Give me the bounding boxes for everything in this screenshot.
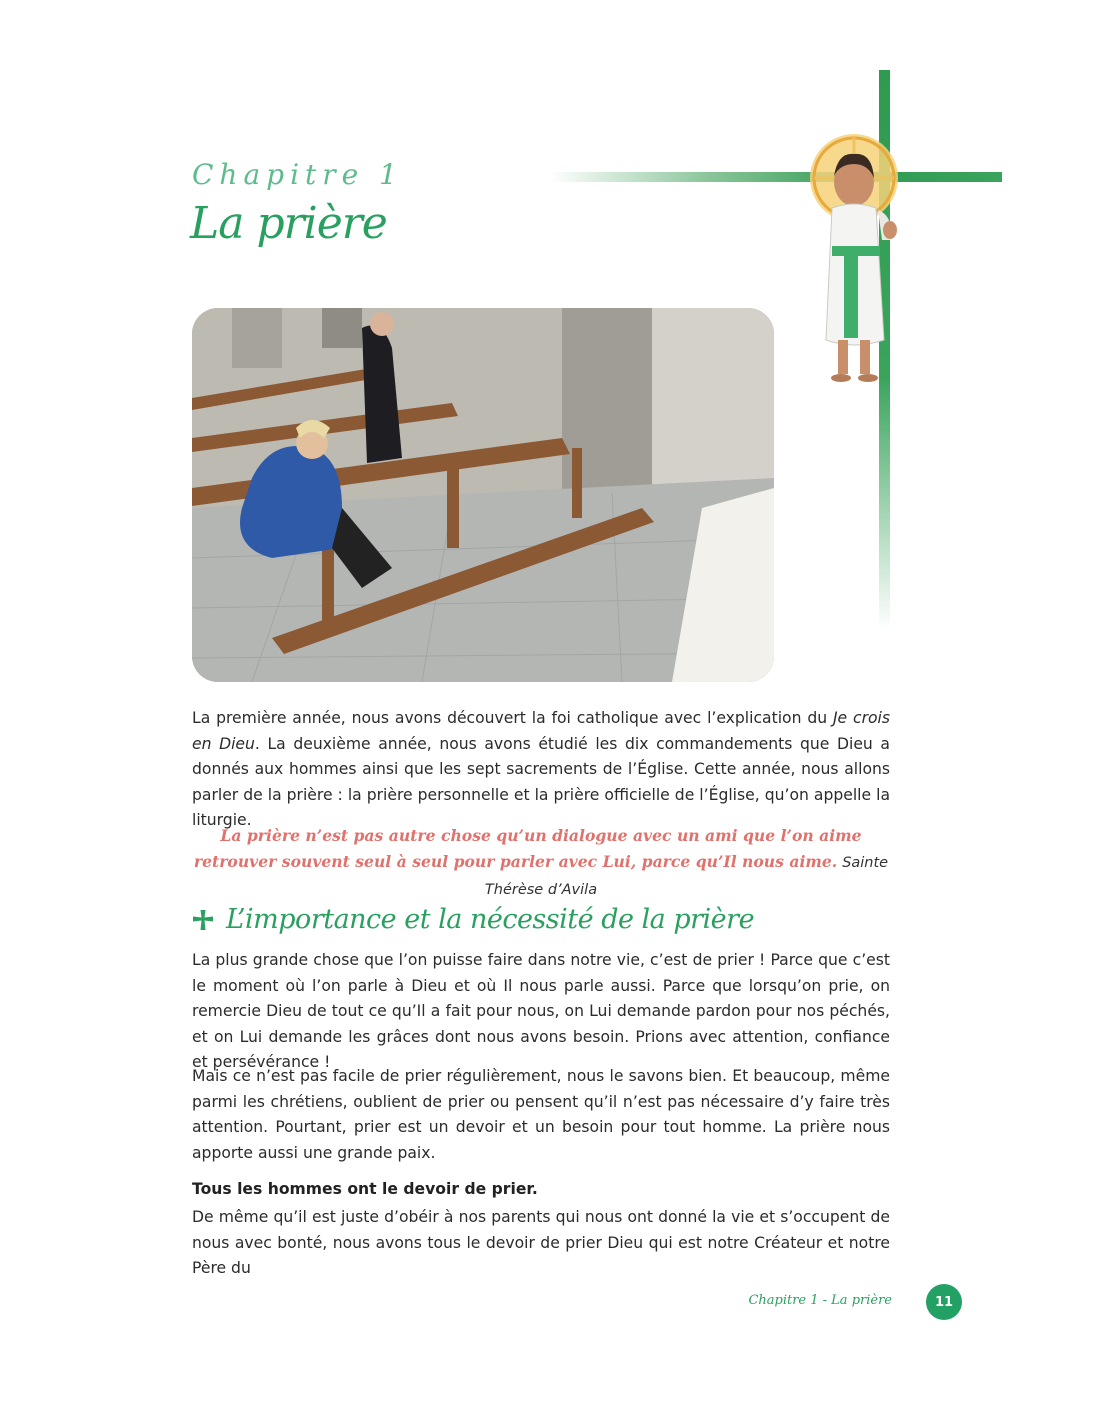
section-paragraph-1: La plus grande chose que l’on puisse faire dans notre vie, c’est de prier ! Parce que c’est le moment où l’on parle à Dieu et où Il nous parle aussi. Parce que lorsqu’on prie, on remercie Dieu de tout ce qu’Il a fait pour nous, on Lui demande pardon pour nos péchés, et on Lui demande les grâces dont nous avons besoin. Prions avec attention, confiance et persévérance ! <box>192 951 890 1071</box>
section-heading-text: L’importance et la nécessité de la prière <box>226 904 755 935</box>
footer-chapter-label: Chapitre 1 - La prière <box>748 1293 892 1308</box>
quote-author: Sainte Thérèse d’Avila <box>484 855 889 898</box>
section-paragraph-2: Mais ce n’est pas facile de prier régulièrement, nous le savons bien. Et beaucoup, même parmi les chrétiens, oublient de prier ou pensent qu’il n’est pas nécessaire d’y faire très attention. Pourtant, prier est un devoir et un besoin pour tout homme. La prière nous apporte aussi une grande paix. <box>192 1067 890 1162</box>
christ-child-illustration <box>808 130 908 400</box>
section-paragraph-3: De même qu’il est juste d’obéir à nos parents qui nous ont donné la vie et s’occupent de nous avec bonté, nous avons tous le devoir de prier Dieu qui est notre Créateur et notre Père du <box>192 1208 890 1277</box>
page-title: La prière <box>190 198 387 249</box>
page-number-badge: 11 <box>926 1284 962 1320</box>
intro-text-part1: La première année, nous avons découvert la foi catholique avec l’explication du <box>192 709 833 727</box>
church-illustration <box>192 308 774 682</box>
chapter-label: Chapitre 1 <box>192 158 403 191</box>
cross-horizontal-bar <box>550 172 1002 182</box>
intro-text-part2: . La deuxième année, nous avons étudié les dix commandements que Dieu a donnés aux hommes ainsi que les sept sacrements de l’Église. Cette année, nous allons parler de la prière : la prière personnelle et la prière officielle de l’Église, qu’on appelle la liturgie. <box>192 734 890 829</box>
intro-paragraph <box>192 706 890 834</box>
quote-block <box>192 823 890 903</box>
cross-icon <box>192 909 214 931</box>
intro-text-italic: Je crois en Dieu <box>192 709 890 753</box>
section-subheading: Tous les hommes ont le devoir de prier. <box>192 1180 538 1198</box>
quote-text: La prière n’est pas autre chose qu’un dialogue avec un ami que l’on aime retrouver souvent seul à seul pour parler avec Lui, parce qu’Il nous aime. <box>193 826 862 871</box>
section-heading <box>192 904 754 935</box>
